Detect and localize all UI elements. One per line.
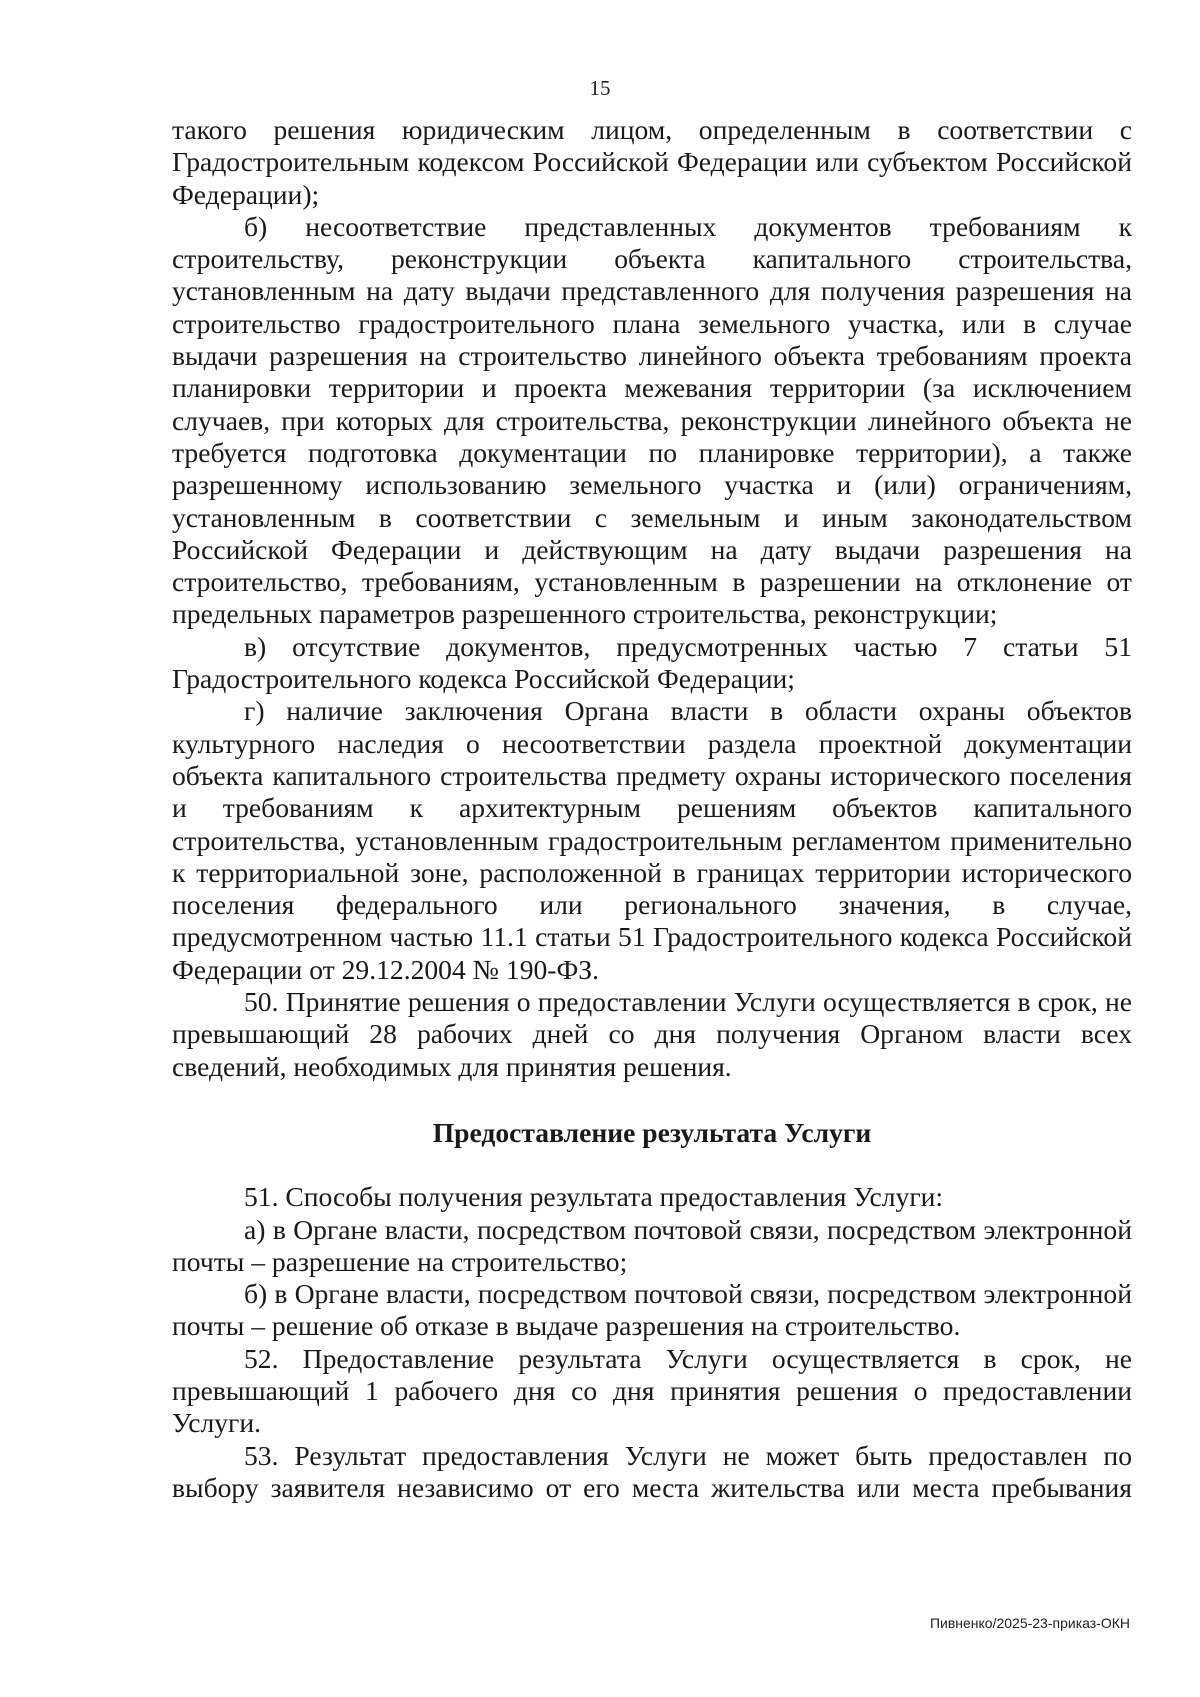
paragraph-53: 53. Результат предоставления Услуги не может быть предоставлен по выбору заявителя независимо от его места жительства или места пребывания [172, 1439, 1132, 1503]
footer-document-reference: Пивненко/2025-23-приказ-ОКН [929, 1615, 1130, 1631]
page-number: 15 [589, 76, 611, 100]
section-heading: Предоставление результата Услуги [432, 1116, 872, 1148]
paragraph-50: 50. Принятие решения о предоставлении Услуги осуществляется в срок, не превышающий 28 рабочих дней со дня получения Органом власти всех сведений, необходимых для принятия решения. [172, 986, 1132, 1082]
paragraph-51-a: а) в Органе власти, посредством почтовой связи, посредством электронной почты – разрешение на строительство; [172, 1213, 1132, 1277]
paragraph-continuation: такого решения юридическим лицом, определенным в соответствии с Градостроительным кодексом Российской Федерации или субъектом Российской Федерации); [172, 114, 1132, 210]
paragraph-item-b: б) несоответствие представленных документов требованиям к строительству, реконструкции объекта капитального строительства, установленным на дату выдачи представленного для получения разрешения на строительство градостроительного плана земельного участка, или в случае выдачи разрешения на строительство линейного объекта требованиям проекта планировки территории и проекта межевания территории (за исключением случаев, при которых для строительства, реконструкции линейного объекта не требуется подготовка документации по планировке территории), а также разрешенному использованию земельного участка и (или) ограничениям, установленным в соответствии с земельным и иным законодательством Российской Федерации и действующим на дату выдачи разрешения на строительство, требованиям, установленным в разрешении на отклонение от предельных параметров разрешенного строительства, реконструкции; [172, 210, 1132, 630]
paragraph-51-b: б) в Органе власти, посредством почтовой связи, посредством электронной почты – решение об отказе в выдаче разрешения на строительство. [172, 1278, 1132, 1342]
paragraph-51: 51. Способы получения результата предоставления Услуги: [244, 1181, 944, 1213]
paragraph-item-g: г) наличие заключения Органа власти в области охраны объектов культурного наследия о несоответствии раздела проектной документации объекта капитального строительства предмету охраны исторического поселения и требованиям к архитектурным решениям объектов капитального строительства, установленным градостроительным регламентом применительно к территориальной зоне, расположенной в границах территории исторического поселения федерального или регионального значения, в случае, предусмотренном частью 11.1 статьи 51 Градостроительного кодекса Российской Федерации от 29.12.2004 № 190-ФЗ. [172, 695, 1132, 985]
paragraph-52: 52. Предоставление результата Услуги осуществляется в срок, не превышающий 1 рабочего дня со дня принятия решения о предоставлении Услуги. [172, 1342, 1132, 1439]
document-body [172, 114, 1132, 1504]
paragraph-item-v: в) отсутствие документов, предусмотренных частью 7 статьи 51 Градостроительного кодекса Российской Федерации; [172, 630, 1132, 695]
